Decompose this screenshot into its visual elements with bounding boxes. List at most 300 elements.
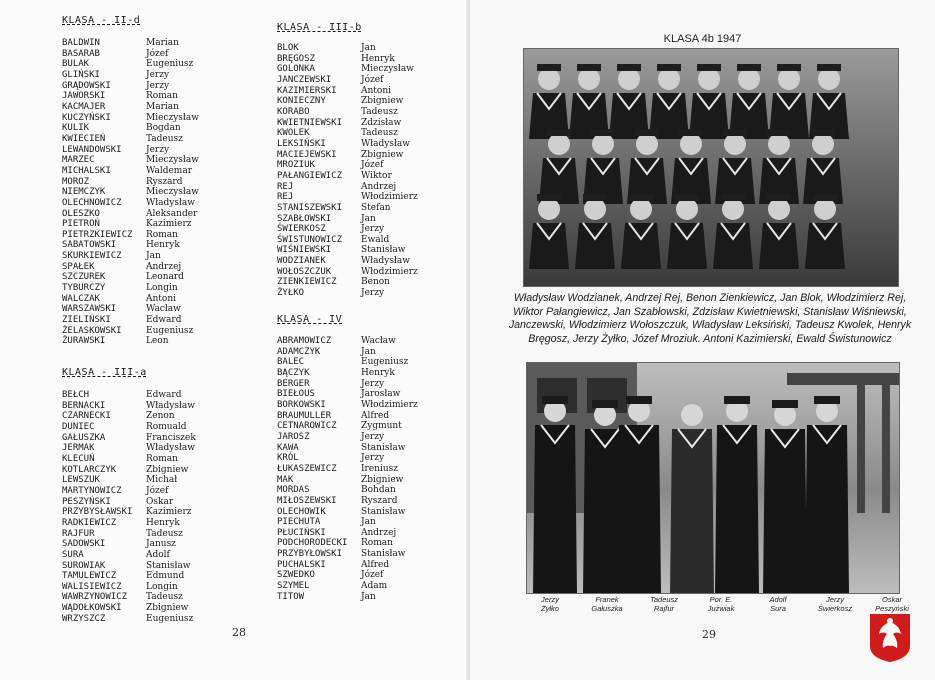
student-surname: ADAMCZYK <box>277 346 321 357</box>
student-first-name: Andrzej <box>146 261 182 272</box>
student-surname: LEKSIŃSKI <box>277 138 326 149</box>
student-surname: MORDAS <box>277 485 310 496</box>
student-first-name: Roman <box>361 538 393 549</box>
student-surname: PAŁANGIEWICZ <box>277 170 343 181</box>
student-surname: BULAK <box>62 59 90 70</box>
student-first-name: Antoni <box>361 85 392 96</box>
student-surname: WALCZAK <box>62 293 100 304</box>
student-first-name: Władysław <box>361 256 410 267</box>
student-surname: ŻURAWSKI <box>62 336 106 347</box>
student-first-name: Eugeniusz <box>361 357 409 368</box>
student-entry <box>62 91 199 102</box>
student-entry <box>277 277 418 288</box>
student-entry <box>62 240 199 251</box>
student-entry <box>277 570 418 581</box>
student-surname: WODZIANEK <box>277 256 326 267</box>
student-surname: REJ <box>277 181 294 192</box>
student-entry <box>277 368 418 379</box>
student-entry <box>62 518 196 529</box>
student-first-name: Eugeniusz <box>146 59 194 70</box>
student-first-name: Jarosław <box>361 389 401 400</box>
student-entry <box>277 389 418 400</box>
student-first-name: Wiktor <box>361 170 392 181</box>
student-first-name: Romuald <box>146 421 187 432</box>
student-surname: PUCHALSKI <box>277 559 326 570</box>
student-surname: WARSZAWSKI <box>62 304 117 315</box>
student-surname: BIEŁOUS <box>277 389 315 400</box>
student-first-name: Mieczysław <box>146 112 199 123</box>
student-surname: LEWANDOWSKI <box>62 144 122 155</box>
student-entry <box>62 219 199 230</box>
student-entry <box>62 209 199 220</box>
student-surname: GOLONKA <box>277 64 315 75</box>
student-entry <box>62 592 196 603</box>
student-first-name: Wacław <box>361 336 396 346</box>
student-surname: KUCZYŃSKI <box>62 112 111 123</box>
student-first-name: Jerzy <box>361 288 385 299</box>
student-surname: SZYMEL <box>277 581 310 592</box>
student-entry <box>62 272 199 283</box>
student-surname: ŚWISTUNOWICZ <box>277 234 343 245</box>
student-first-name: Zbigniew <box>361 149 404 160</box>
student-first-name: Włodzimierz <box>361 192 418 203</box>
student-surname: KAWA <box>277 442 299 453</box>
student-entry <box>62 401 196 412</box>
student-surname: PRZYBYSŁAWSKI <box>62 507 133 518</box>
student-entry <box>62 38 199 49</box>
student-entry <box>277 267 418 278</box>
name-label: Por. E. Jużwiak <box>707 595 735 613</box>
student-entry <box>62 390 196 401</box>
student-first-name: Ireniusz <box>361 463 399 474</box>
student-surname: CZARNECKI <box>62 411 111 422</box>
student-surname: ZIENKIEWICZ <box>277 277 337 288</box>
student-entry <box>277 464 418 475</box>
student-entry <box>62 166 199 177</box>
student-entry <box>62 177 199 188</box>
student-first-name: Marian <box>146 101 179 112</box>
student-first-name: Andrzej <box>361 181 397 192</box>
student-list-iii-b <box>277 43 418 299</box>
polish-eagle-emblem-icon <box>868 612 912 664</box>
student-first-name: Jan <box>361 346 376 357</box>
student-surname: LEWSZUK <box>62 475 100 486</box>
student-entry <box>62 507 196 518</box>
student-first-name: Józef <box>361 160 384 171</box>
student-surname: SUROWIAK <box>62 560 106 571</box>
student-entry <box>277 54 418 65</box>
student-first-name: Władysław <box>146 400 195 411</box>
student-entry <box>62 571 196 582</box>
student-entry <box>277 560 418 571</box>
student-first-name: Franciszek <box>146 432 196 443</box>
outdoor-photo-image <box>527 363 899 593</box>
student-first-name: Mieczysław <box>146 187 199 198</box>
student-first-name: Janusz <box>146 539 176 550</box>
student-entry <box>277 357 418 368</box>
student-surname: SABATOWSKI <box>62 240 117 251</box>
student-first-name: Longin <box>146 581 178 592</box>
student-entry <box>62 603 196 614</box>
student-entry <box>277 347 418 358</box>
student-surname: GLIŃSKI <box>62 69 100 80</box>
name-label: Oskar Peszyński <box>875 595 909 613</box>
student-first-name: Bohdan <box>361 485 396 496</box>
student-surname: GRĄDOWSKI <box>62 80 111 91</box>
student-surname: WOŁOSZCZUK <box>277 266 332 277</box>
student-first-name: Alfred <box>361 410 390 421</box>
student-surname: ŻYŁKO <box>277 288 305 299</box>
student-first-name: Edward <box>146 390 182 400</box>
student-surname: BRAUMULLER <box>277 410 332 421</box>
name-label: Franek Gałuszka <box>591 595 623 613</box>
student-first-name: Eugeniusz <box>146 613 194 624</box>
student-surname: KOTLARCZYK <box>62 464 117 475</box>
student-surname: TYBURCZY <box>62 283 106 294</box>
student-first-name: Zbigniew <box>146 603 189 614</box>
student-surname: PŁUCIŃSKI <box>277 527 326 538</box>
student-surname: GAŁUSZKA <box>62 432 106 443</box>
student-first-name: Kazimierz <box>146 219 192 230</box>
student-entry <box>62 113 199 124</box>
student-first-name: Jerzy <box>361 431 385 442</box>
student-first-name: Antoni <box>146 293 177 304</box>
student-entry <box>277 43 418 54</box>
student-surname: MICHALSKI <box>62 165 111 176</box>
student-entry <box>277 214 418 225</box>
group-photo-image <box>524 49 898 286</box>
student-surname: PIECHUTA <box>277 517 321 528</box>
group-photo-outdoor <box>526 362 900 594</box>
student-first-name: Edward <box>146 315 182 326</box>
student-surname: KWOLEK <box>277 128 310 139</box>
student-entry <box>277 203 418 214</box>
student-entry <box>62 336 199 347</box>
student-entry <box>277 538 418 549</box>
student-first-name: Ewald <box>361 234 390 245</box>
student-entry <box>62 59 199 70</box>
student-surname: CETNAROWICZ <box>277 421 337 432</box>
student-surname: JAWORSKI <box>62 91 106 102</box>
section-title-ii-d: KLASA - II-d <box>62 15 141 26</box>
student-entry <box>62 102 199 113</box>
student-first-name: Jerzy <box>146 144 170 155</box>
student-first-name: Tadeusz <box>361 106 398 117</box>
student-surname: TITOW <box>277 591 305 602</box>
student-first-name: Zbigniew <box>146 464 189 475</box>
student-entry <box>277 150 418 161</box>
student-entry <box>62 155 199 166</box>
student-surname: SURA <box>62 549 84 560</box>
student-surname: OLESZKO <box>62 208 100 219</box>
student-surname: BRĘGOSZ <box>277 53 315 64</box>
student-surname: SKURKIEWICZ <box>62 251 122 262</box>
student-entry <box>62 582 196 593</box>
student-surname: MOROZ <box>62 176 90 187</box>
student-surname: ABRAMOWICZ <box>277 336 332 346</box>
student-entry <box>277 86 418 97</box>
student-entry <box>277 400 418 411</box>
student-entry <box>62 465 196 476</box>
photo-title: KLASA 4b 1947 <box>663 33 742 45</box>
student-entry <box>277 75 418 86</box>
student-first-name: Adam <box>361 581 388 592</box>
name-label: Jerzy Żyłko <box>541 595 559 613</box>
student-first-name: Stanisław <box>146 560 191 571</box>
student-entry <box>62 294 199 305</box>
student-surname: TAMULEWICZ <box>62 571 117 582</box>
page-number-right: 29 <box>702 628 716 641</box>
student-surname: BORKOWSKI <box>277 399 326 410</box>
student-first-name: Roman <box>146 229 178 240</box>
student-first-name: Benon <box>361 277 390 288</box>
student-first-name: Józef <box>361 570 384 581</box>
section-title-iv: KLASA - IV <box>277 314 343 325</box>
page-number-left: 28 <box>232 626 246 639</box>
student-entry <box>62 70 199 81</box>
student-surname: OLECHOWIK <box>277 506 326 517</box>
student-entry <box>277 171 418 182</box>
student-surname: BEŁCH <box>62 390 90 400</box>
student-entry <box>277 256 418 267</box>
student-first-name: Włodzimierz <box>361 266 418 277</box>
student-entry <box>277 64 418 75</box>
student-surname: WĄDOŁKOWSKI <box>62 603 122 614</box>
student-surname: REJ <box>277 192 294 203</box>
student-entry <box>277 288 418 299</box>
student-entry <box>277 549 418 560</box>
student-first-name: Włodzimierz <box>361 399 418 410</box>
student-entry <box>62 81 199 92</box>
student-first-name: Tadeusz <box>146 133 183 144</box>
student-surname: PRZYBYŁOWSKI <box>277 549 343 560</box>
student-surname: DUNIEC <box>62 421 95 432</box>
student-first-name: Tadeusz <box>146 592 183 603</box>
student-surname: ŻELASKOWSKI <box>62 325 122 336</box>
student-entry <box>277 592 418 603</box>
student-surname: WALISIEWICZ <box>62 581 122 592</box>
student-first-name: Wacław <box>146 304 181 315</box>
student-entry <box>277 517 418 528</box>
student-surname: SPAŁEK <box>62 261 95 272</box>
student-surname: BĄCZYK <box>277 367 310 378</box>
student-entry <box>62 454 196 465</box>
student-surname: ZIELIŃSKI <box>62 315 111 326</box>
student-entry <box>277 96 418 107</box>
student-entry <box>62 539 196 550</box>
student-entry <box>277 496 418 507</box>
student-surname: WIŚNIEWSKI <box>277 245 332 256</box>
student-first-name: Kazimierz <box>146 507 192 518</box>
student-first-name: Henryk <box>146 240 180 251</box>
student-entry <box>277 139 418 150</box>
student-first-name: Andrzej <box>361 527 397 538</box>
student-surname: BERNACKI <box>62 400 106 411</box>
student-first-name: Józef <box>146 485 169 496</box>
student-first-name: Jan <box>361 517 376 528</box>
section-title-iii-b: KLASA - III-b <box>277 22 362 33</box>
student-first-name: Longin <box>146 283 178 294</box>
student-first-name: Jan <box>361 591 376 602</box>
student-entry <box>277 475 418 486</box>
student-entry <box>62 411 196 422</box>
student-surname: BASARAB <box>62 48 100 59</box>
student-entry <box>62 251 199 262</box>
student-entry <box>277 182 418 193</box>
student-surname: KAZIMIERSKI <box>277 85 337 96</box>
student-first-name: Jan <box>361 43 376 53</box>
student-entry <box>277 192 418 203</box>
student-surname: RAJFUR <box>62 528 95 539</box>
student-surname: MARZEC <box>62 155 95 166</box>
student-surname: MROZIUK <box>277 160 315 171</box>
class-group-photo <box>523 48 899 287</box>
student-first-name: Jerzy <box>146 80 170 91</box>
name-label: Adolf Sura <box>769 595 787 613</box>
student-surname: SZCZUREK <box>62 272 106 283</box>
student-first-name: Henryk <box>361 367 395 378</box>
student-surname: KRÓL <box>277 453 299 464</box>
student-entry <box>277 107 418 118</box>
student-entry <box>62 230 199 241</box>
student-surname: SZABŁOWSKI <box>277 213 332 224</box>
student-surname: MACIEJEWSKI <box>277 149 337 160</box>
student-surname: JERMAK <box>62 443 95 454</box>
student-surname: WAWRZYNOWICZ <box>62 592 128 603</box>
student-first-name: Adolf <box>146 549 170 560</box>
student-entry <box>62 49 199 60</box>
student-surname: BLOK <box>277 43 299 53</box>
student-first-name: Zdzisław <box>361 117 402 128</box>
student-first-name: Leon <box>146 336 169 347</box>
student-first-name: Roman <box>146 453 178 464</box>
student-entry <box>277 453 418 464</box>
student-surname: OLECHNOWICZ <box>62 197 122 208</box>
student-first-name: Zygmunt <box>361 421 402 432</box>
student-surname: KWIECIEŃ <box>62 133 106 144</box>
student-first-name: Władysław <box>146 443 195 454</box>
student-surname: SZWEDKO <box>277 570 315 581</box>
student-surname: KACMAJER <box>62 101 106 112</box>
student-first-name: Stanisław <box>361 506 406 517</box>
student-surname: RADKIEWICZ <box>62 517 117 528</box>
student-entry <box>277 118 418 129</box>
student-entry <box>62 561 196 572</box>
student-surname: BERGER <box>277 378 310 389</box>
student-surname: KORABO <box>277 106 310 117</box>
student-entry <box>62 422 196 433</box>
right-page <box>470 0 935 680</box>
student-surname: WRZYSZCZ <box>62 613 106 624</box>
student-first-name: Mieczysław <box>146 155 199 166</box>
student-entry <box>277 224 418 235</box>
name-label: Jerzy Świerkosz <box>817 595 853 613</box>
student-first-name: Jerzy <box>146 69 170 80</box>
student-surname: BALDWIN <box>62 38 100 48</box>
student-first-name: Jerzy <box>361 224 385 235</box>
student-first-name: Józef <box>361 74 384 85</box>
student-surname: KONIECZNY <box>277 96 326 107</box>
student-entry <box>62 486 196 497</box>
student-surname: PIETROŃ <box>62 219 100 230</box>
student-entry <box>277 528 418 539</box>
student-entry <box>62 187 199 198</box>
student-first-name: Henryk <box>361 53 395 64</box>
student-surname: KLECUŃ <box>62 453 95 464</box>
student-entry <box>277 443 418 454</box>
student-first-name: Stanisław <box>361 245 406 256</box>
student-surname: SADOWSKI <box>62 539 106 550</box>
student-surname: ŁUKASZEWICZ <box>277 463 337 474</box>
student-entry <box>277 379 418 390</box>
student-surname: NIEMCZYK <box>62 187 106 198</box>
student-entry <box>62 529 196 540</box>
student-surname: JAROSZ <box>277 431 310 442</box>
student-entry <box>62 134 199 145</box>
student-first-name: Ryszard <box>146 176 183 187</box>
student-first-name: Jan <box>146 251 161 262</box>
student-surname: JANCZEWSKI <box>277 74 332 85</box>
student-surname: KWIETNIEWSKI <box>277 117 343 128</box>
photo-caption: Władysław Wodzianek, Andrzej Rej, Benon Zienkiewicz, Jan Blok, Włodzimierz Rej, Wiktor Pałangiewicz, Jan Szabłowski, Zdzisław Kwietniewski, Stanisław Wiśniewski, Janczewski, Włodzimierz Wołoszczuk, Władysław Leksiński, Tadeusz Kwolek, Henryk Bręgosz, Jerzy Żyłko, Józef Mroziuk. Antoni Kazimierski, Ewald Świstunowicz <box>508 292 912 345</box>
student-entry <box>62 315 199 326</box>
student-surname: STANISZEWSKI <box>277 202 343 213</box>
student-entry <box>62 550 196 561</box>
student-surname: ŚWIERKOSZ <box>277 224 326 235</box>
name-label: Tadeusz Rajfur <box>649 595 679 613</box>
student-surname: MARTYNOWICZ <box>62 485 122 496</box>
student-first-name: Michał <box>146 475 178 486</box>
student-list-ii-d <box>62 38 199 347</box>
student-entry <box>62 304 199 315</box>
student-entry <box>277 432 418 443</box>
student-entry <box>277 485 418 496</box>
student-first-name: Stanisław <box>361 442 406 453</box>
section-title-iii-a: KLASA - III-a <box>62 367 147 378</box>
student-surname: BALEC <box>277 357 305 368</box>
student-surname: MAK <box>277 474 294 485</box>
student-entry <box>62 475 196 486</box>
student-entry <box>277 235 418 246</box>
student-entry <box>62 433 196 444</box>
student-entry <box>62 614 196 625</box>
student-entry <box>277 245 418 256</box>
photo-name-labels <box>526 595 916 613</box>
student-first-name: Eugeniusz <box>146 325 194 336</box>
student-first-name: Jerzy <box>361 453 385 464</box>
student-entry <box>277 581 418 592</box>
student-list-iv <box>277 336 418 602</box>
student-first-name: Władysław <box>146 197 195 208</box>
student-first-name: Leonard <box>146 272 184 283</box>
student-first-name: Aleksander <box>146 208 198 219</box>
student-first-name: Józef <box>146 48 169 59</box>
student-surname: MIŁOSZEWSKI <box>277 495 337 506</box>
student-entry <box>277 336 418 347</box>
student-entry <box>277 421 418 432</box>
student-first-name: Stanisław <box>361 549 406 560</box>
student-first-name: Władysław <box>361 138 410 149</box>
student-entry <box>277 160 418 171</box>
student-surname: KULIK <box>62 123 90 134</box>
student-first-name: Zbigniew <box>361 474 404 485</box>
student-surname: PESZYŃSKI <box>62 496 111 507</box>
student-first-name: Jerzy <box>361 378 385 389</box>
student-first-name: Ryszard <box>361 495 398 506</box>
student-entry <box>277 507 418 518</box>
student-first-name: Jan <box>361 213 376 224</box>
student-surname: PODCHORODECKI <box>277 538 348 549</box>
